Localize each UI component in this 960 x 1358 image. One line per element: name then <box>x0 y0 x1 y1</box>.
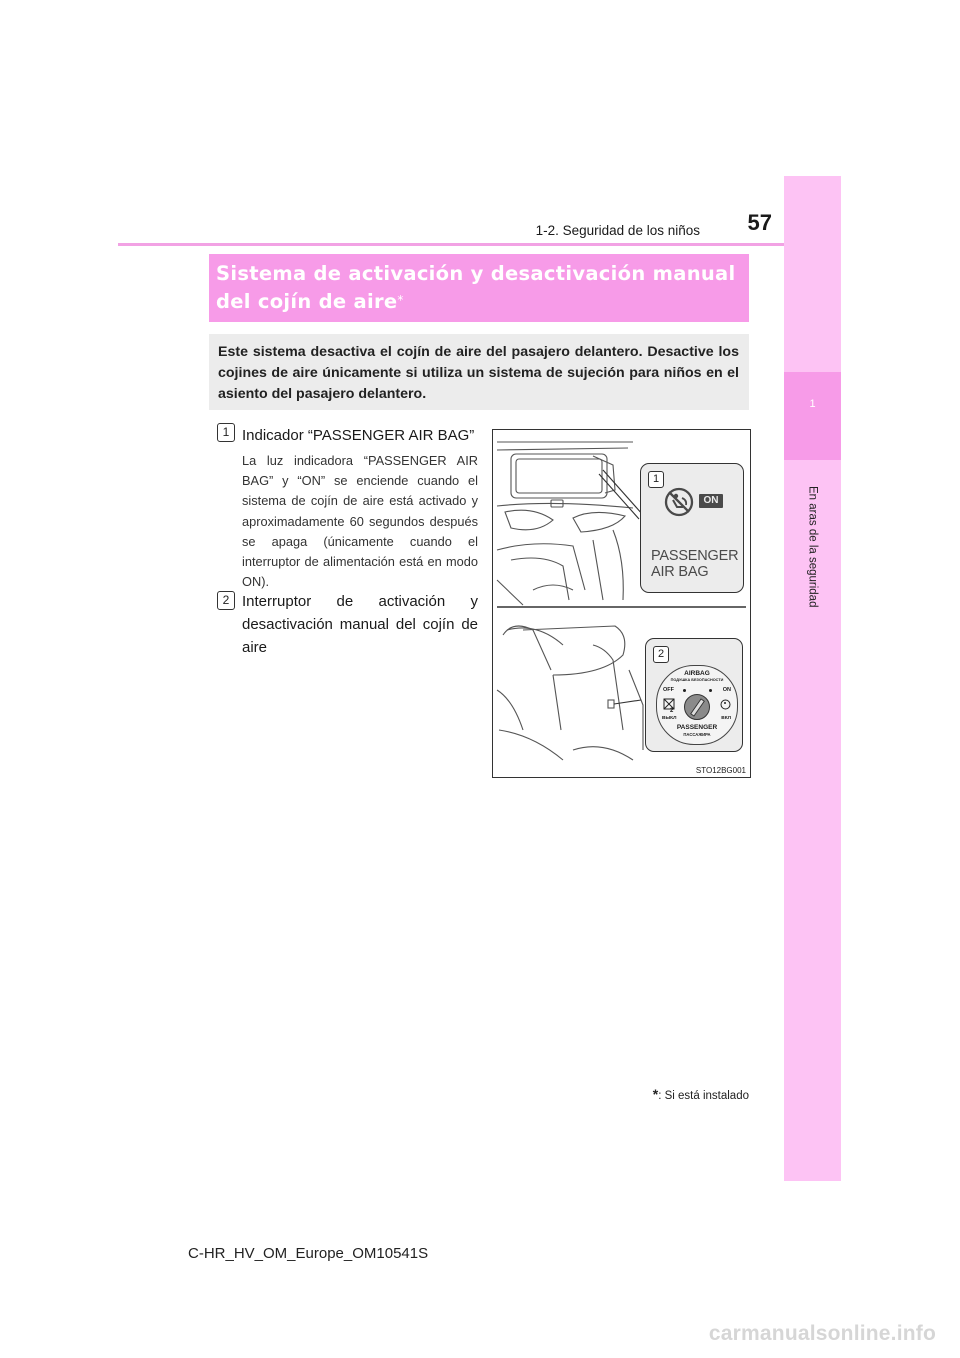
footnote-marker: * <box>652 1086 659 1102</box>
key-switch[interactable] <box>684 694 710 720</box>
indicator-callout <box>640 463 744 593</box>
glovebox-lines <box>497 626 643 760</box>
header-rule <box>118 243 841 246</box>
watermark: carmanualsonline.info <box>708 1322 936 1345</box>
callout-number: 1 <box>648 471 664 488</box>
footnote-asterisk: * <box>397 293 404 307</box>
section-title-text: Sistema de activación y desactivación manual del cojín de aire <box>216 262 736 313</box>
switch-airbag-ru-label: ПОДУШКА БЕЗОПАСНОСТИ <box>670 678 724 682</box>
airbag-label: AIR BAG <box>651 564 709 580</box>
off-dot <box>683 689 686 692</box>
section-title-banner <box>209 254 749 322</box>
chapter-side-tab <box>784 176 841 1181</box>
document-code: C-HR_HV_OM_Europe_OM10541S <box>188 1245 429 1262</box>
on-indicator: ON <box>699 494 723 508</box>
airbag-on-symbol-icon <box>720 697 731 708</box>
callout-number: 2 <box>653 646 669 663</box>
section-reference: 1-2. Seguridad de los niños <box>535 223 700 238</box>
passenger-label: PASSENGER <box>651 548 739 564</box>
item-number-badge: 2 <box>217 591 235 610</box>
switch-on-ru-label: ВКЛ <box>721 716 731 721</box>
footnote <box>600 1086 749 1102</box>
item-heading: Indicador “PASSENGER AIR BAG” <box>242 427 475 444</box>
on-dot <box>709 689 712 692</box>
switch-passenger-ru-label: ПАССАЖИРА <box>683 732 711 737</box>
switch-on-label: ON <box>722 687 731 693</box>
item-heading: Interruptor de activación y desactivación manual del cojín de aire <box>242 593 478 656</box>
item-body: La luz indicadora “PASSENGER AIR BAG” y “ON” se enciende cuando el sistema de cojín de aire está activado y aproximadamente 60 segundos después se apaga (únicamente cuando el interruptor de alimentación está en modo ON). <box>242 453 478 590</box>
switch-off-label: OFF <box>663 687 674 693</box>
switch-passenger-label: PASSENGER <box>676 724 718 731</box>
chapter-title <box>784 462 841 632</box>
switch-callout <box>645 638 743 752</box>
seat-number: 2 <box>670 708 674 714</box>
dashboard-illustration <box>492 429 751 778</box>
switch-off-ru-label: ВЫКЛ <box>662 716 677 721</box>
key-slot <box>690 698 705 716</box>
section-title <box>216 260 744 316</box>
switch-airbag-label: AIRBAG <box>684 670 710 677</box>
footnote-text: : Si está instalado <box>658 1090 749 1102</box>
page-number: 57 <box>747 210 772 235</box>
intro-text: Este sistema desactiva el cojín de aire del pasajero delantero. Desactive los cojines de aire únicamente si utiliza un sistema de sujeción para niños en el asiento del pasajero delantero. <box>218 344 739 402</box>
airbag-switch-plate <box>656 665 738 745</box>
figure-code: STO12BG001 <box>695 766 746 775</box>
chapter-tab-marker <box>784 372 841 460</box>
chapter-number: 1 <box>809 398 816 410</box>
airbag-off-icon <box>663 486 695 518</box>
dashboard-lines <box>497 442 633 605</box>
chapter-title-text: En aras de la seguridad <box>806 486 819 608</box>
intro-box <box>209 334 749 410</box>
item-number-badge: 1 <box>217 423 235 442</box>
